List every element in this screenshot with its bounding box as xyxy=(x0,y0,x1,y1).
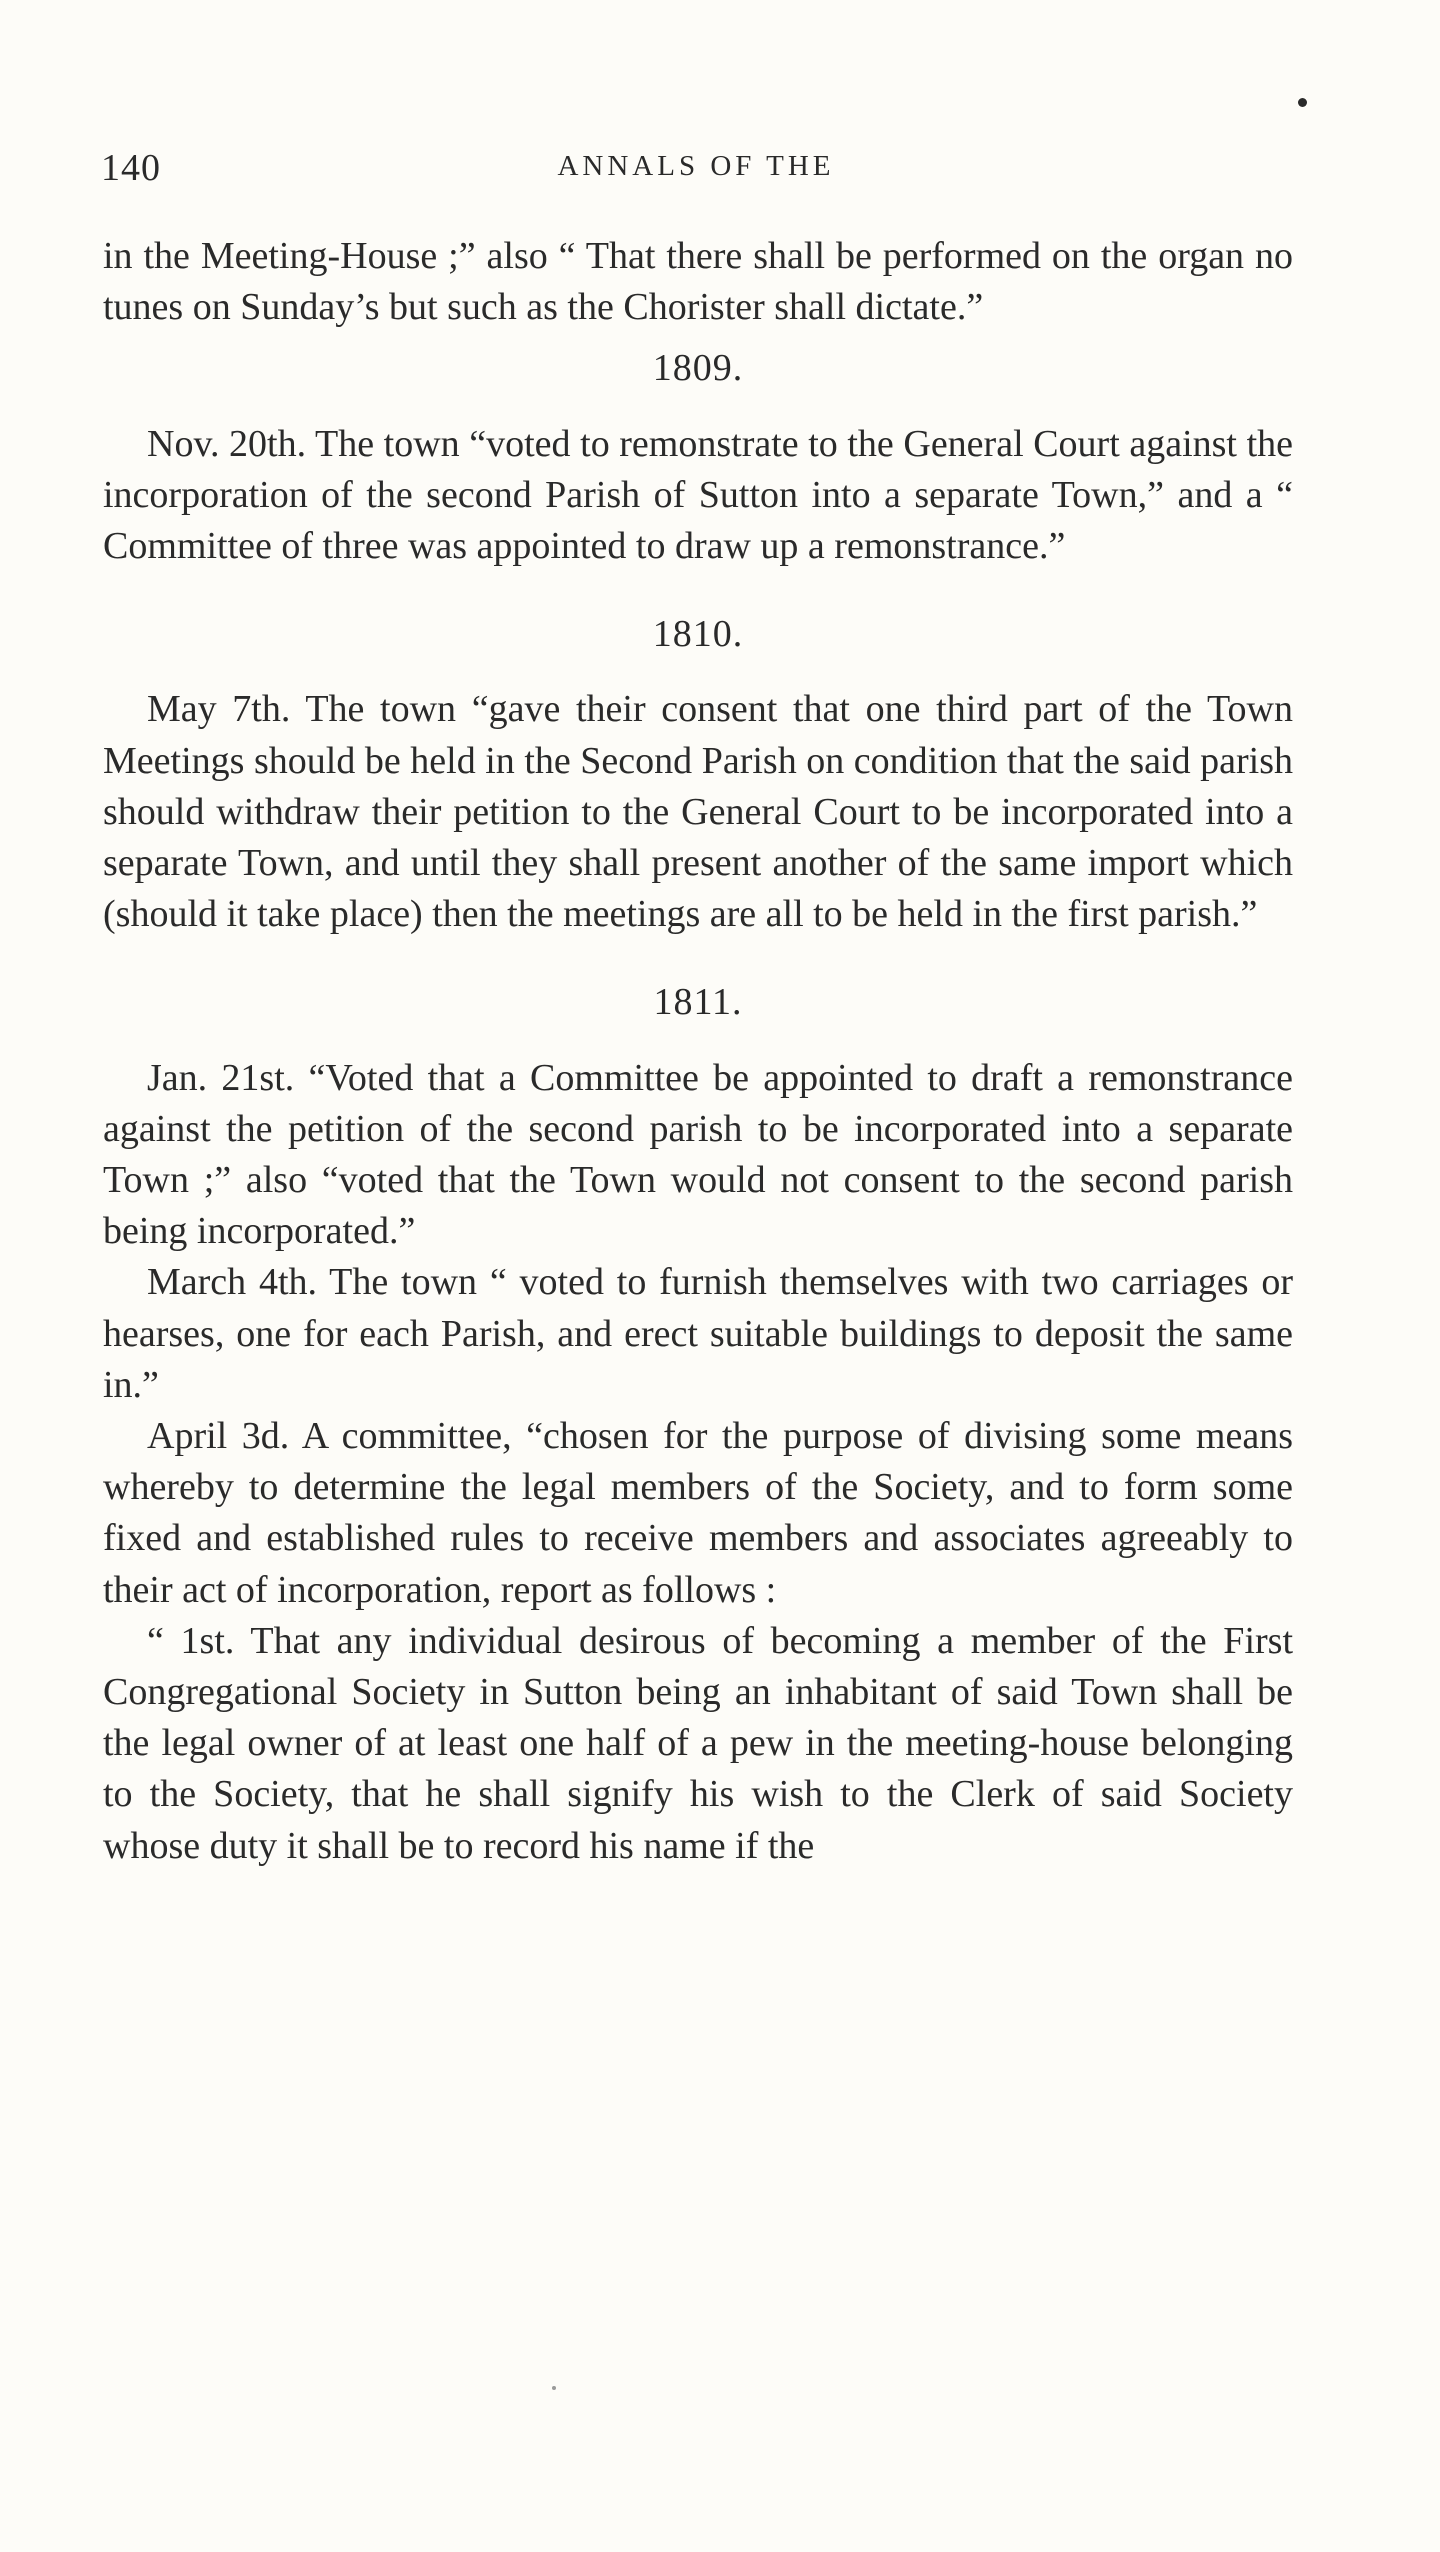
paragraph-1811-april: April 3d. A committee, “chosen for the purpose of divising some means whereby to determine the legal members of the Society, and to form some fixed and established rules to receive members and associates agreeably to their act of incorporation, report as follows : xyxy=(103,1415,1293,1611)
year-heading-1809: 1809. xyxy=(652,347,744,390)
year-heading-1810: 1810. xyxy=(652,613,744,656)
page-number: 140 xyxy=(101,147,161,189)
paragraph-intro: in the Meeting-House ;” also “ That there shall be performed on the organ no tunes on Sunday’s but such as the Chorister shall dictate.” xyxy=(103,235,1293,329)
paragraph-1811-jan: Jan. 21st. “Voted that a Committee be appointed to draft a remonstrance against the petition of the second parish to be incorporated into a separate Town ;” also “voted that the Town would not consent to the second parish being incorporated.” xyxy=(103,1056,1293,1253)
paragraph-1811-march: March 4th. The town “ voted to furnish themselves with two carriages or hearses, one for each Parish, and erect suitable buildings to deposit the same in.” xyxy=(103,1261,1293,1406)
year-heading-1811: 1811. xyxy=(653,981,743,1024)
paragraph-1810: May 7th. The town “gave their consent that one third part of the Town Meetings should be held in the Second Parish on condition that the said parish should withdraw their petition to the General Court to be incorporated into a separate Town, and until they shall present another of the same import which (should it take place) then the meetings are all to be held in the first parish.” xyxy=(103,688,1293,936)
running-head xyxy=(101,146,1291,196)
ink-speck xyxy=(1298,98,1307,107)
body-text xyxy=(103,231,1293,1872)
ink-dot xyxy=(552,2386,556,2390)
paragraph-1809: Nov. 20th. The town “voted to remonstrate to the General Court against the incorporation of the second Parish of Sutton into a separate Town,” and a “ Committee of three was appointed to draw up a remonstrance.” xyxy=(103,422,1293,568)
paragraph-1811-rule-1: “ 1st. That any individual desirous of becoming a member of the First Congregational Society in Sutton being an inhabitant of said Town shall be the legal owner of at least one half of a pew in the meeting-house belonging to the Society, that he shall signify his wish to the Clerk of said Society whose duty it shall be to record his name if the xyxy=(103,1619,1293,1867)
running-title: ANNALS OF THE xyxy=(557,150,835,182)
